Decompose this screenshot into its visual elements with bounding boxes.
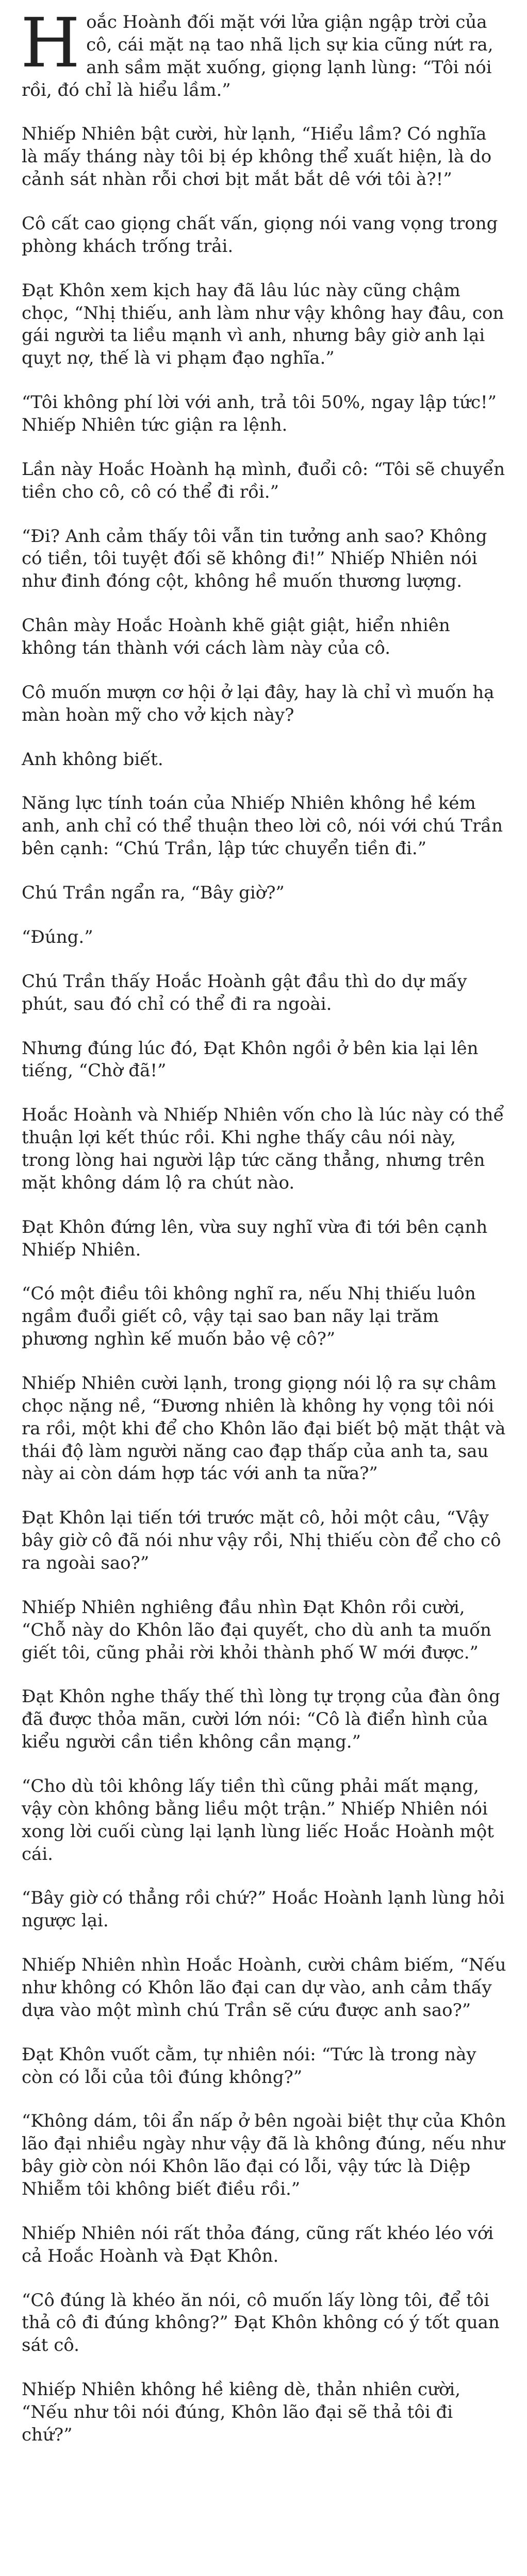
paragraph-21: Nhiếp Nhiên nghiêng đầu nhìn Đạt Khôn rồi cười, “Chỗ này do Khôn lão đại quyết, cho dù anh ta muốn giết tôi, cũng phải rời khỏi thành phố W mới được.”: [22, 1597, 491, 1663]
paragraph-9: Cô muốn mượn cơ hội ở lại đây, hay là chỉ vì muốn hạ màn hoàn mỹ cho vở kịch này?: [22, 682, 495, 725]
paragraph-6: Lần này Hoắc Hoành hạ mình, đuổi cô: “Tôi sẽ chuyển tiền cho cô, cô có thể đi rồi.”: [22, 459, 505, 502]
paragraph-12: Chú Trần ngẩn ra, “Bây giờ?”: [22, 883, 285, 904]
paragraph-15: Nhưng đúng lúc đó, Đạt Khôn ngồi ở bên kia lại lên tiếng, “Chờ đã!”: [22, 1038, 479, 1081]
paragraph-8: Chân mày Hoắc Hoành khẽ giật giật, hiển nhiên không tán thành với cách làm này của cô.: [22, 615, 450, 659]
paragraph-10: Anh không biết.: [22, 749, 163, 770]
paragraph-2: Nhiếp Nhiên bật cười, hừ lạnh, “Hiểu lầm? Có nghĩa là mấy tháng này tôi bị ép không thể xuất hiện, là do cảnh sát nhàn rỗi chơi bịt mắt bắt dê với tôi à?!”: [22, 124, 492, 190]
paragraph-27: “Không dám, tôi ẩn nấp ở bên ngoài biệt thự của Khôn lão đại nhiều ngày như vậy đã là không đúng, nếu như bây giờ còn nói Khôn lão đại có lỗi, vậy tức là Diệp Nhiễm tôi không biết điều rồi.”: [22, 2111, 506, 2200]
paragraph-18: “Có một điều tôi không nghĩ ra, nếu Nhị thiếu luôn ngầm đuổi giết cô, vậy tại sao ban nãy lại trăm phương nghìn kế muốn bảo vệ cô?”: [22, 1283, 476, 1350]
paragraph-5: “Tôi không phí lời với anh, trả tôi 50%, ngay lập tức!” Nhiếp Nhiên tức giận ra lệnh.: [22, 392, 497, 436]
paragraph-25: Nhiếp Nhiên nhìn Hoắc Hoành, cười châm biếm, “Nếu như không có Khôn lão đại can dự vào, anh cảm thấy dựa vào một mình chú Trần sẽ cứu được anh sao?”: [22, 1955, 506, 2021]
paragraph-17: Đạt Khôn đứng lên, vừa suy nghĩ vừa đi tới bên cạnh Nhiếp Nhiên.: [22, 1216, 488, 1260]
paragraph-14: Chú Trần thấy Hoắc Hoành gật đầu thì do dự mấy phút, sau đó chỉ có thể đi ra ngoài.: [22, 971, 467, 1014]
paragraph-1: [21, 4, 506, 101]
paragraph-11: Năng lực tính toán của Nhiếp Nhiên không hề kém anh, anh chỉ có thể thuận theo lời cô, nói với chú Trần bên cạnh: “Chú Trần, lập tức chuyển tiền đi.”: [22, 793, 503, 859]
paragraph-13: “Đúng.”: [22, 926, 93, 947]
paragraph-29: “Cô đúng là khéo ăn nói, cô muốn lấy lòng tôi, để tôi thả cô đi đúng không?” Đạt Khôn không có ý tốt quan sát cô.: [22, 2290, 500, 2356]
paragraph-1-text: oắc Hoành đối mặt với lửa giận ngập trời của cô, cái mặt nạ tao nhã lịch sự kia cũng nứt ra, anh sầm mặt xuống, giọng lạnh lùng: “Tôi nói rồi, đó chỉ là hiểu lầm.”: [22, 12, 493, 100]
paragraph-28: Nhiếp Nhiên nói rất thỏa đáng, cũng rất khéo léo với cả Hoắc Hoành và Đạt Khôn.: [22, 2223, 494, 2266]
paragraph-24: “Bây giờ có thẳng rồi chứ?” Hoắc Hoành lạnh lùng hỏi ngược lại.: [22, 1888, 505, 1931]
paragraph-19: Nhiếp Nhiên cười lạnh, trong giọng nói lộ ra sự châm chọc nặng nề, “Đương nhiên là không hy vọng tôi nói ra rồi, một khi để cho Khôn lão đại biết bộ mặt thật và thái độ làm người năng cao đạp thấp của anh ta, sau này ai còn dám hợp tác với anh ta nữa?”: [22, 1372, 506, 1484]
paragraph-16: Hoắc Hoành và Nhiếp Nhiên vốn cho là lúc này có thể thuận lợi kết thúc rồi. Khi nghe thấy câu nói này, trong lòng hai người lập tức căng thẳng, nhưng trên mặt không dám lộ ra chút nào.: [22, 1105, 504, 1193]
paragraph-4: Đạt Khôn xem kịch hay đã lâu lúc này cũng chậm chọc, “Nhị thiếu, anh làm như vậy không hay đâu, con gái người ta liều mạnh vì anh, nhưng bây giờ anh lại quỵt nợ, thế là vi phạm đạo nghĩa.”: [22, 280, 504, 369]
drop-cap: H: [21, 4, 80, 83]
paragraph-23: “Cho dù tôi không lấy tiền thì cũng phải mất mạng, vậy còn không bằng liều một trận.” Nhiếp Nhiên nói xong lời cuối cùng lại lạnh lùng liếc Hoắc Hoành một cái.: [22, 1775, 494, 1865]
paragraph-30: Nhiếp Nhiên không hề kiêng dè, thản nhiên cười, “Nếu như tôi nói đúng, Khôn lão đại sẽ thả tôi đi chứ?”: [22, 2379, 461, 2445]
paragraph-20: Đạt Khôn lại tiến tới trước mặt cô, hỏi một câu, “Vậy bây giờ cô đã nói như vậy rồi, Nhị thiếu còn để cho cô ra ngoài sao?”: [22, 1507, 501, 1573]
paragraph-22: Đạt Khôn nghe thấy thế thì lòng tự trọng của đàn ông đã được thỏa mãn, cười lớn nói: “Cô là điển hình của kiểu người cần tiền không cần mạng.”: [22, 1686, 501, 1753]
paragraph-3: Cô cất cao giọng chất vấn, giọng nói vang vọng trong phòng khách trống trải.: [22, 213, 498, 257]
paragraph-7: “Đi? Anh cảm thấy tôi vẫn tin tưởng anh sao? Không có tiền, tôi tuyệt đối sẽ không đi!” Nhiếp Nhiên nói như đinh đóng cột, không hề muốn thương lượng.: [22, 526, 487, 592]
paragraph-26: Đạt Khôn vuốt cằm, tự nhiên nói: “Tức là trong này còn có lỗi của tôi đúng không?”: [22, 2044, 476, 2088]
